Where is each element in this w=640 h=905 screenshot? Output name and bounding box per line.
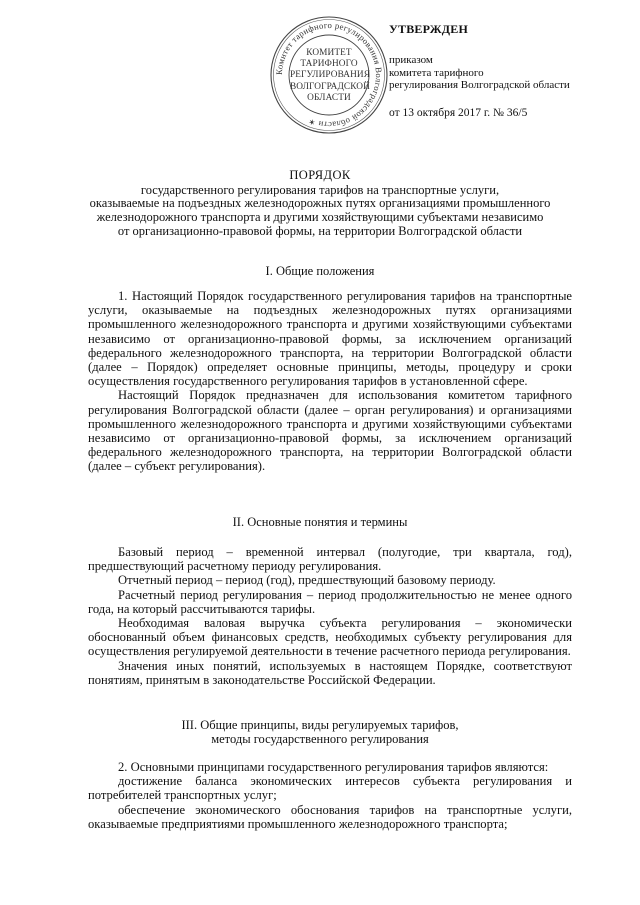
stamp-line: ТАРИФНОГО [300, 59, 358, 70]
paragraph: Настоящий Порядок предназначен для использования комитетом тарифного регулирования Волгоградской области (далее – орган регулирования) и организациями промышленного железнодорожного транспорта и другими хозяйствующими субъектами независимо от организационно-правовой формы, за исключением организаций федерального железнодорожного транспорта, на территории Волгоградской области (далее – субъект регулирования). [88, 388, 572, 474]
paragraph: обеспечение экономического обоснования тарифов на транспортные услуги, оказываемые предприятиями промышленного железнодорожного транспорта; [88, 802, 572, 831]
section-heading-2 [60, 515, 580, 529]
paragraph: 1. Настоящий Порядок государственного регулирования тарифов на транспортные услуги, оказываемые на подъездных железнодорожных путях организациями промышленного железнодорожного транспорта и другими хозяйствующими субъектами независимо от организационно-правовой формы, за исключением организаций федерального железнодорожного транспорта, на территории Волгоградской области (далее – Порядок) определяет основные принципы, методы, процедуру и сроки осуществления государственного регулирования тарифов в установленной сфере. [88, 289, 572, 389]
approval-block [389, 23, 570, 119]
section-heading-text: III. Общие принципы, виды регулируемых тарифов, [181, 718, 459, 732]
title-line: от организационно-правовой формы, на территории Волгоградской области [117, 223, 523, 238]
title-line: железнодорожного транспорта и другими хозяйствующими субъектами независимо [96, 210, 544, 225]
paragraph: 2. Основными принципами государственного регулирования тарифов являются: [118, 760, 549, 774]
stamp-center-text [290, 48, 371, 104]
stamp-line: РЕГУЛИРОВАНИЯ [290, 70, 371, 81]
svg-text:Комитет тарифного регулировани: Комитет тарифного регулирования Волгоградской области ✶ [273, 19, 385, 131]
stamp-line: КОМИТЕТ [306, 48, 352, 58]
section-body-2 [88, 545, 572, 687]
paragraph: Базовый период – временной интервал (полугодие, три квартала, год), предшествующий расчетному периоду регулирования. [88, 545, 572, 574]
paragraph: Расчетный период регулирования – период продолжительностью не менее одного года, на который рассчитываются тарифы. [88, 587, 572, 616]
stamp-line: ВОЛГОГРАДСКОЙ [290, 81, 370, 92]
section-heading-1 [60, 264, 580, 278]
section-heading-text: I. Общие положения [265, 264, 375, 278]
section-heading-text: методы государственного регулирования [211, 732, 429, 746]
paragraph: достижение баланса экономических интересов субъекта регулирования и потребителей транспортных услуг; [88, 774, 572, 803]
section-heading-3 [60, 718, 580, 746]
approval-line: комитета тарифного [389, 66, 484, 79]
section-heading-text: II. Основные понятия и термины [232, 515, 408, 529]
stamp-line: ОБЛАСТИ [307, 92, 351, 103]
paragraph: Значения иных понятий, используемых в настоящем Порядке, соответствуют понятиям, принятым в законодательстве Российской Федерации. [88, 658, 572, 687]
title-line: государственного регулирования тарифов на транспортные услуги, [140, 182, 500, 197]
approval-line: регулирования Волгоградской области [389, 79, 570, 92]
title-line: оказываемые на подъездных железнодорожных путях организациями промышленного [89, 196, 551, 211]
title-main: ПОРЯДОК [289, 168, 351, 182]
approval-heading: УТВЕРЖДЕН [389, 22, 468, 36]
paragraph: Отчетный период – период (год), предшествующий базовому периоду. [118, 573, 496, 588]
document-title [60, 169, 580, 239]
official-stamp [268, 14, 390, 136]
approval-date: от 13 октября 2017 г. № 36/5 [389, 106, 528, 119]
approval-line: приказом [389, 54, 433, 67]
section-body-3 [88, 760, 572, 831]
section-body-1 [88, 289, 572, 474]
paragraph: Необходимая валовая выручка субъекта регулирования – экономически обоснованный объем финансовых средств, необходимых субъекту регулирования для осуществления регулируемой деятельности в течение расчетного периода регулирования. [88, 616, 572, 659]
